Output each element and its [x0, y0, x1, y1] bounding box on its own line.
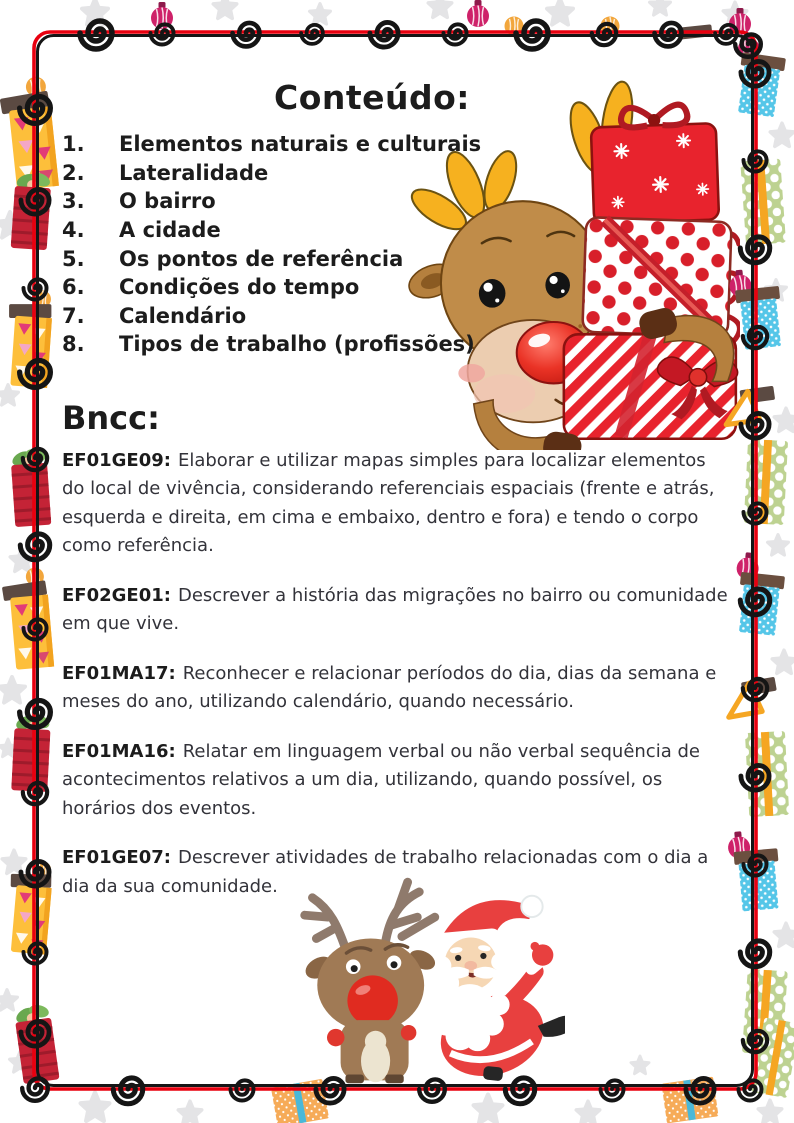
- bncc-code: EF01MA16:: [62, 740, 176, 762]
- item-number: 4.: [62, 218, 85, 243]
- bncc-item: [62, 844, 728, 901]
- list-item: [62, 244, 728, 273]
- bncc-text: Descrever atividades de trabalho relacionadas com o dia a dia da sua comunidade.: [62, 847, 709, 897]
- bncc-text: Descrever a história das migrações no bairro ou comunidade em que vive.: [62, 584, 728, 635]
- list-item: [62, 187, 728, 216]
- item-number: 8.: [62, 332, 85, 357]
- item-label: O bairro: [119, 189, 216, 214]
- page-content: [62, 78, 728, 901]
- contents-list: [62, 130, 728, 359]
- item-number: 6.: [62, 275, 85, 300]
- border-ornaments: [151, 0, 751, 40]
- santa: [426, 896, 565, 1089]
- bncc-item: [62, 582, 728, 639]
- list-item: [62, 216, 728, 245]
- list-item: [62, 330, 728, 359]
- list-item: [62, 273, 728, 302]
- item-label: Calendário: [119, 303, 247, 328]
- bncc-code: EF02GE01:: [62, 584, 171, 606]
- item-label: A cidade: [119, 218, 221, 243]
- item-label: Os pontos de referência: [119, 246, 404, 271]
- bncc-text: Reconhecer e relacionar períodos do dia, dias da semana e meses do ano, utilizando calendário, quando necessário.: [62, 662, 717, 713]
- reindeer: [302, 939, 438, 1084]
- gift-lid: [677, 24, 712, 39]
- item-label: Condições do tempo: [119, 275, 360, 300]
- bncc-item: [62, 660, 728, 717]
- bncc-heading: Bncc:: [62, 398, 160, 437]
- item-number: 7.: [62, 303, 85, 328]
- page-title: Conteúdo:: [273, 78, 471, 117]
- bncc-code: EF01MA17:: [62, 662, 176, 684]
- bncc-text: Elaborar e utilizar mapas simples para localizar elementos do local de vivência, considerando referenciais espaciais (frente e atrás, esquerda e direita, em cima e embaixo, dentro e fora) e tendo o corpo como referência.: [62, 449, 715, 557]
- bncc-code: EF01GE07:: [62, 847, 171, 869]
- bncc-code: EF01GE09:: [62, 449, 171, 471]
- item-number: 5.: [62, 246, 85, 271]
- list-item: [62, 130, 728, 159]
- item-label: Lateralidade: [119, 160, 269, 185]
- bncc-text: Relatar em linguagem verbal ou não verbal sequência de acontecimentos relativos a um dia, utilizando, quando possível, os horários dos eventos.: [62, 740, 700, 819]
- item-number: 2.: [62, 160, 85, 185]
- item-label: Elementos naturais e culturais: [119, 132, 482, 157]
- item-number: 1.: [62, 132, 85, 157]
- list-item: [62, 159, 728, 188]
- list-item: [62, 302, 728, 331]
- item-label: Tipos de trabalho (profissões): [119, 332, 475, 357]
- bncc-item: [62, 447, 728, 561]
- bncc-item: [62, 738, 728, 824]
- item-number: 3.: [62, 189, 85, 214]
